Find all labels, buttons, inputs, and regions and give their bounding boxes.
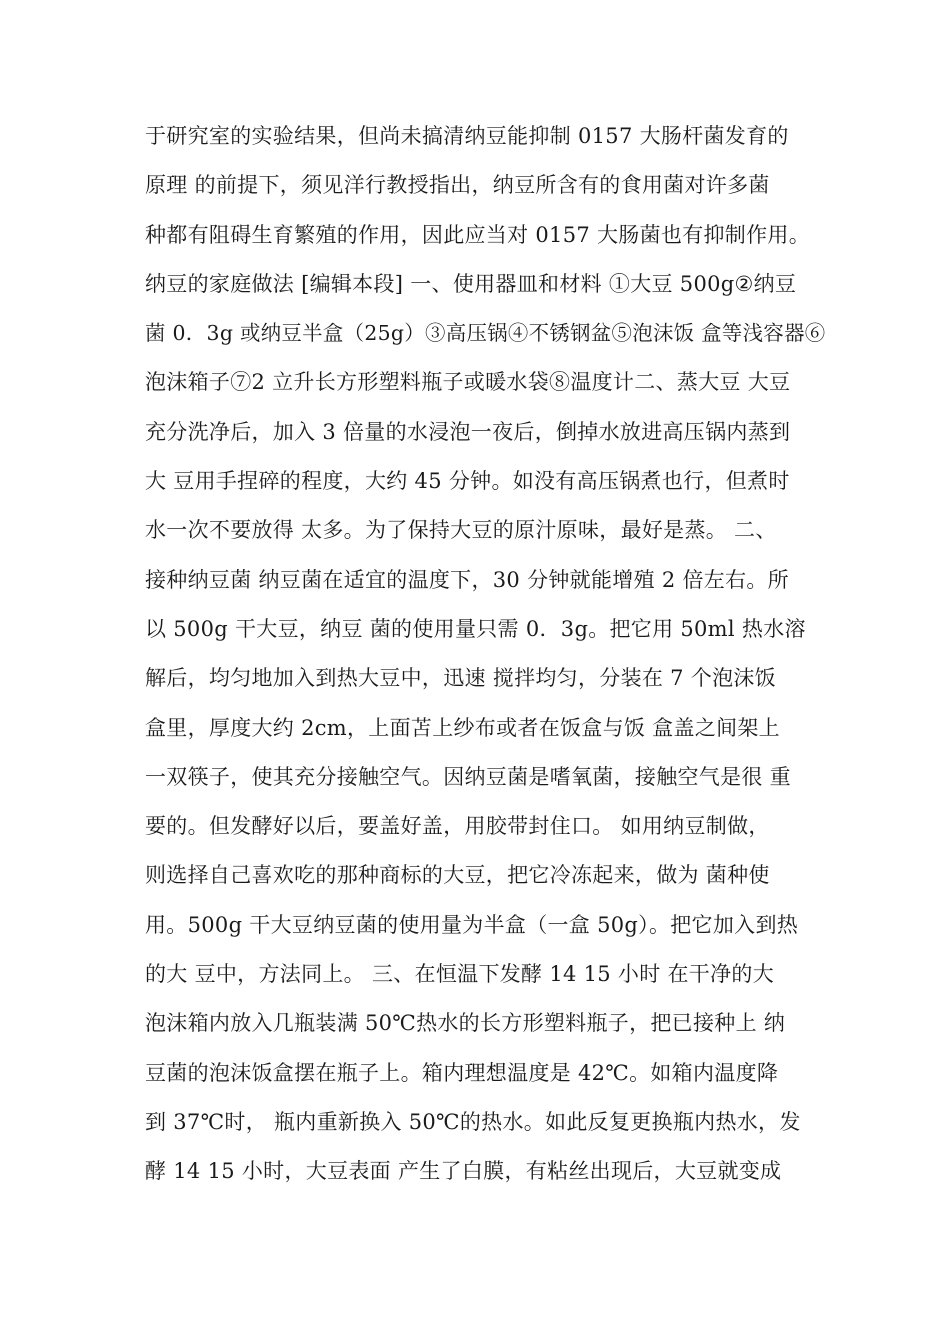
text-line: 要的。但发酵好以后，要盖好盖，用胶带封住口。 如用纳豆制做，: [145, 814, 770, 839]
text-line: 泡沫箱内放入几瓶装满 50℃热水的长方形塑料瓶子，把已接种上 纳: [145, 1011, 786, 1036]
text-line: 豆菌的泡沫饭盒摆在瓶子上。箱内理想温度是 42℃。如箱内温度降: [145, 1060, 779, 1085]
text-line: 大 豆用手捏碎的程度，大约 45 分钟。如没有高压锅煮也行，但煮时: [145, 469, 790, 494]
text-line: 盒里，厚度大约 2cm，上面苫上纱布或者在饭盒与饭 盒盖之间架上: [145, 715, 780, 740]
text-line: 则选择自己喜欢吃的那种商标的大豆，把它冷冻起来，做为 菌种使: [145, 863, 770, 888]
text-line: 解后，均匀地加入到热大豆中，迅速 搅拌均匀，分装在 7 个泡沫饭: [145, 666, 776, 691]
text-line: 用。500g 干大豆纳豆菌的使用量为半盒（一盒 50g）。把它加入到热: [145, 912, 799, 937]
text-line: 于研究室的实验结果，但尚未搞清纳豆能抑制 0157 大肠杆菌发育的: [145, 124, 789, 148]
body-text: [145, 118, 825, 1203]
text-line: 原理 的前提下，须见洋行教授指出，纳豆所含有的食用菌对许多菌: [145, 173, 770, 198]
text-line: 水一次不要放得 太多。为了保持大豆的原汁原味，最好是蒸。 二、: [145, 518, 777, 543]
text-line: 充分洗净后，加入 3 倍量的水浸泡一夜后，倒掉水放进高压锅内蒸到: [145, 419, 791, 444]
text-line: 种都有阻碍生育繁殖的作用，因此应当对 0157 大肠菌也有抑制作用。: [145, 222, 810, 247]
text-line: 一双筷子，使其充分接触空气。因纳豆菌是嗜氧菌，接触空气是很 重: [145, 764, 791, 789]
text-line: 到 37℃时， 瓶内重新换入 50℃的热水。如此反复更换瓶内热水，发: [145, 1109, 801, 1134]
text-line: 以 500g 干大豆，纳豆 菌的使用量只需 0．3g。把它用 50ml 热水溶: [145, 616, 806, 641]
text-line: 菌 0．3g 或纳豆半盒（25g）③高压锅④不锈钢盆⑤泡沫饭 盒等浅容器⑥: [145, 321, 826, 346]
text-line: 纳豆的家庭做法 [编辑本段] 一、使用器皿和材料 ①大豆 500g②纳豆: [145, 271, 797, 296]
text-line: 泡沫箱子⑦2 立升长方形塑料瓶子或暖水袋⑧温度计二、蒸大豆 大豆: [145, 370, 791, 395]
text-line: 的大 豆中，方法同上。 三、在恒温下发酵 14 15 小时 在干净的大: [145, 962, 774, 987]
text-line: 酵 14 15 小时，大豆表面 产生了白膜，有粘丝出现后，大豆就变成: [145, 1159, 782, 1184]
text-line: 接种纳豆菌 纳豆菌在适宜的温度下，30 分钟就能增殖 2 倍左右。所: [145, 567, 789, 592]
